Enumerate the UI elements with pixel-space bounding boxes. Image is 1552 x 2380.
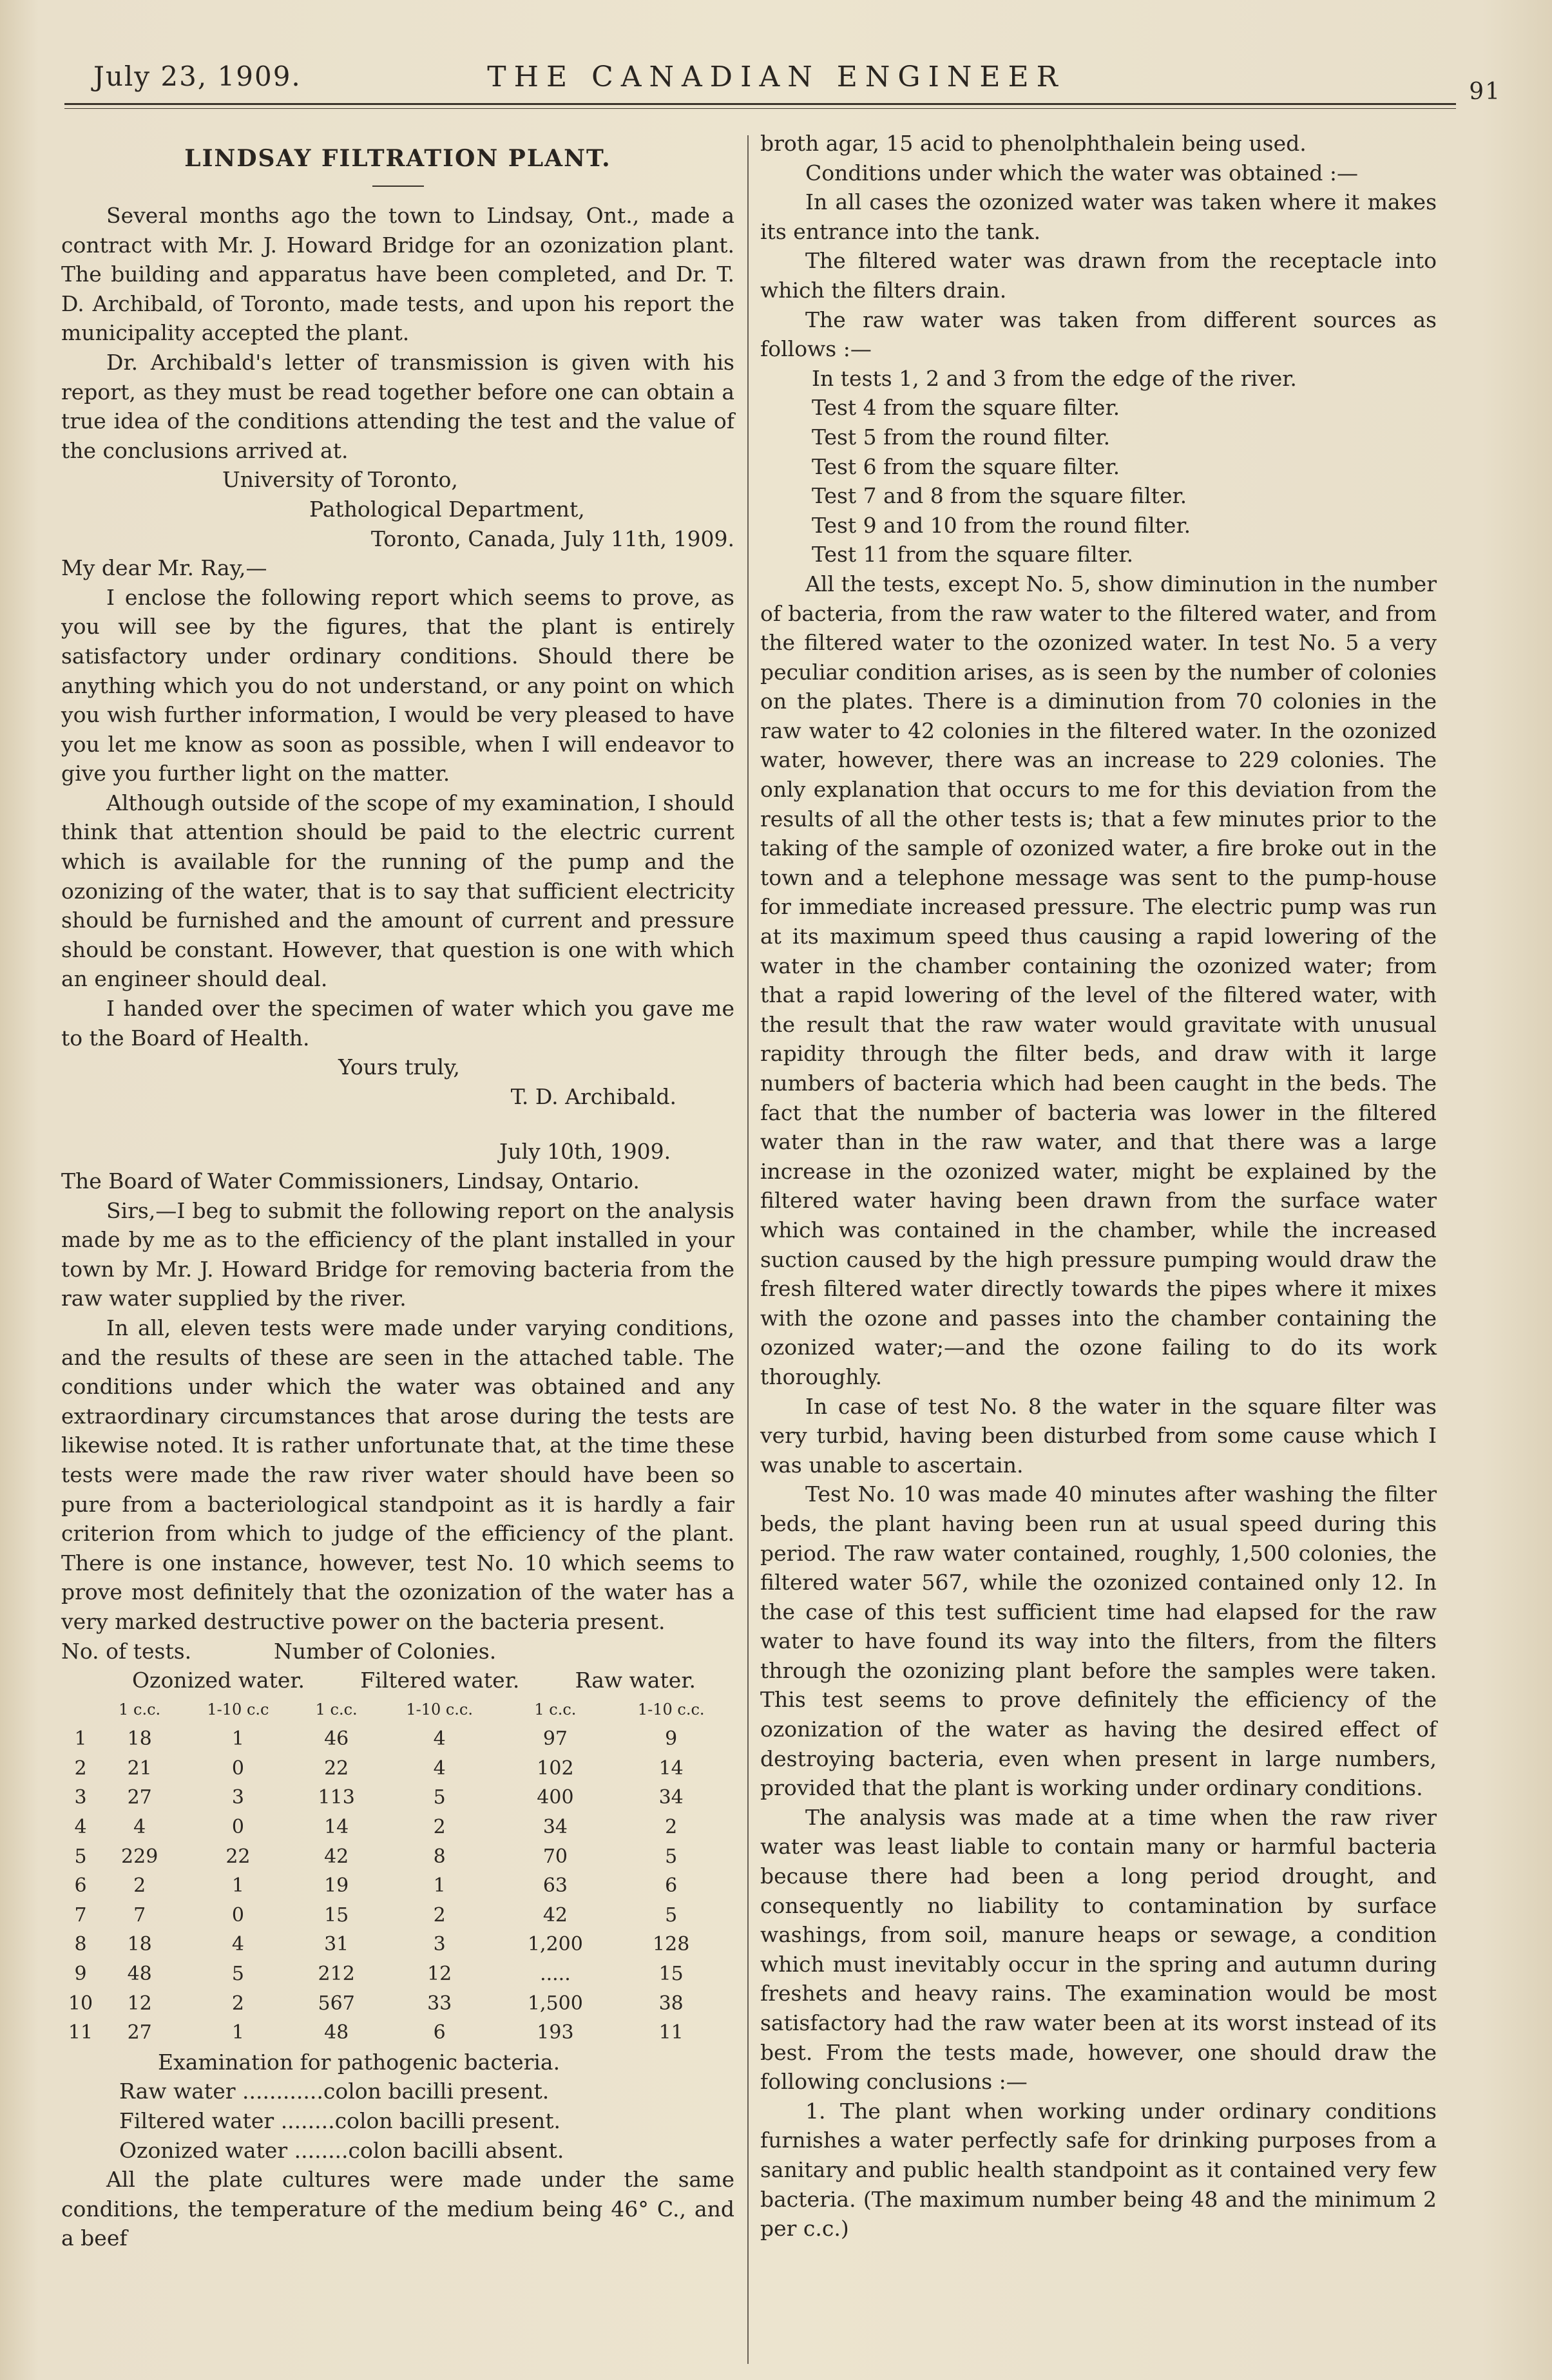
table-cell: 400 xyxy=(537,1786,574,1809)
letter-signature: T. D. Archibald. xyxy=(510,1083,676,1109)
page-header xyxy=(84,53,1501,105)
table-cell: 193 xyxy=(537,2021,574,2044)
header-rule xyxy=(64,103,1456,105)
report-paragraph: All the tests, except No. 5, show diminution in the number of bacteria, from the raw water to the filtered water, and from the filtered water to the ozonized water. In test No. 5 a very peculiar condition arises, as is seen by the number of colonies on the plates. There is a diminution from 70 colonies in the raw water to 42 colonies in the filtered water. In the ozonized water, however, there was an increase to 229 colonies. The only explanation that occurs to me for this deviation from the results of all the other tests is; that a few minutes prior to the taking of the sample of ozonized water, a fire broke out in the town and a telephone message was sent to the pump-house for immediate increased pressure. The electric pump was run at its maximum speed thus causing a rapid lowering of the water in the chamber containing the ozonized water; from that a rapid lowering of the level of the filtered water, with the result that the raw water would gravitate with unusual rapidity through the filter beds, and draw with it large numbers of bacteria which had been caught in the beds. The fact that the number of bacteria was lower in the filtered water than in the raw water, and that there was a large increase in the ozonized water, might be explained by the filtered water having been drawn from the surface water which was contained in the chamber, while the increased suction caused by the high pressure pumping would draw the fresh filtered water directly towards the pipes where it mixes with the ozone and passes into the chamber containing the ozonized water;—and the ozone failing to do its work thoroughly. xyxy=(760,571,1437,1389)
table-cell: 46 xyxy=(324,1728,349,1751)
table-cell: 102 xyxy=(537,1756,574,1780)
letter-salutation: My dear Mr. Ray,— xyxy=(61,555,267,581)
test-number-cell: 7 xyxy=(74,1903,87,1927)
source-line: Test 11 from the square filter. xyxy=(812,542,1134,567)
test-number-cell: 11 xyxy=(68,2021,93,2044)
table-row xyxy=(61,1842,734,1872)
table-cell: 12 xyxy=(427,1963,452,1986)
table-title: Number of Colonies. xyxy=(274,1638,497,1664)
report-paragraph: All the plate cultures were made under the same conditions, the temperature of the medium being 46° C., and a beef xyxy=(61,2167,734,2251)
table-cell: 70 xyxy=(542,1845,568,1868)
table-cell: 15 xyxy=(658,1963,684,1986)
table-cell: 21 xyxy=(127,1756,152,1780)
table-cell: 6 xyxy=(433,2021,446,2044)
pathogenic-line: Filtered water ........colon bacilli present. xyxy=(119,2108,561,2133)
report-paragraph: The analysis was made at a time when the raw river water was least liable to contain many or harmful bacteria because there had been a long period drought, and consequently no liability to contamination by surface washings, from soil, manure heaps or sewage, a condition which must inevitably occur in the spring and autumn during freshets and heavy rains. The examination would be most satisfactory had the raw water been at its worst instead of its best. From the tests made, however, one should draw the following conclusions :— xyxy=(760,1804,1437,2095)
table-cell: 27 xyxy=(127,1786,152,1809)
table-cell: 7 xyxy=(133,1903,146,1927)
table-row xyxy=(61,2018,734,2048)
test-number-cell: 9 xyxy=(74,1963,87,1986)
table-cell: 4 xyxy=(433,1756,446,1780)
table-row xyxy=(61,1930,734,1959)
table-cell: 1 xyxy=(231,2021,244,2044)
table-cell: 11 xyxy=(658,2021,684,2044)
table-cell: 5 xyxy=(665,1903,678,1927)
table-cell: 8 xyxy=(433,1845,446,1868)
source-line: Test 7 and 8 from the square filter. xyxy=(812,483,1187,509)
table-cell: 33 xyxy=(427,1992,452,2015)
table-row xyxy=(61,1783,734,1813)
table-row xyxy=(61,1724,734,1754)
table-row xyxy=(61,1813,734,1842)
conditions-paragraph: The raw water was taken from different sources as follows :— xyxy=(760,307,1437,362)
test-number-cell: 5 xyxy=(74,1845,87,1868)
table-cell: 5 xyxy=(665,1845,678,1868)
table-cell: 18 xyxy=(127,1933,152,1956)
table-cell: 128 xyxy=(653,1933,690,1956)
test-number-cell: 8 xyxy=(74,1933,87,1956)
letter-closing: Yours truly, xyxy=(338,1054,460,1080)
source-line: Test 4 from the square filter. xyxy=(812,395,1120,421)
table-cell: 22 xyxy=(324,1756,349,1780)
table-cell: 2 xyxy=(231,1992,244,2015)
table-cell: 229 xyxy=(121,1845,158,1868)
table-subheader: 1 c.c. xyxy=(315,1700,358,1718)
table-cell: 27 xyxy=(127,2021,152,2044)
test-number-cell: 2 xyxy=(74,1756,87,1780)
source-line: Test 6 from the square filter. xyxy=(812,453,1120,479)
table-cell: 48 xyxy=(127,1963,152,1986)
table-cell: 31 xyxy=(324,1933,349,1956)
table-cell: 6 xyxy=(665,1874,678,1898)
conditions-paragraph: The filtered water was drawn from the receptacle into which the filters drain. xyxy=(760,248,1437,303)
intro-paragraph: Several months ago the town to Lindsay, Ont., made a contract with Mr. J. Howard Bridge for an ozonization plant. The building and apparatus have been completed, and Dr. T. D. Archibald, of Toronto, made tests, and upon his report the municipality accepted the plant. xyxy=(61,203,734,346)
colonies-table-block xyxy=(61,1637,734,2048)
table-cell: 15 xyxy=(324,1903,349,1927)
test-number-cell: 3 xyxy=(74,1786,87,1809)
page-number: 91 xyxy=(1469,79,1501,105)
table-cell: 5 xyxy=(231,1963,244,1986)
publication-title: THE CANADIAN ENGINEER xyxy=(487,61,1066,93)
report-paragraph: In case of test No. 8 the water in the square filter was very turbid, having been disturbed from some cause which I was unable to ascertain. xyxy=(760,1393,1437,1478)
table-group-header: Raw water. xyxy=(575,1668,696,1693)
table-cell: 4 xyxy=(133,1816,146,1839)
column-divider xyxy=(747,135,749,2364)
table-cell: 113 xyxy=(318,1786,355,1809)
table-cell: 1 xyxy=(231,1874,244,1898)
table-cell: 3 xyxy=(231,1786,244,1809)
table-cell: 63 xyxy=(542,1874,568,1898)
colonies-table xyxy=(61,1695,734,2048)
table-cell: 14 xyxy=(658,1756,684,1780)
title-rule xyxy=(372,186,424,187)
table-cell: 1 xyxy=(231,1728,244,1751)
table-subheader: 1-10 c.c. xyxy=(637,1700,705,1718)
left-column xyxy=(61,129,734,2253)
conclusion-item: 1. The plant when working under ordinary conditions furnishes a water perfectly safe for drinking purposes from a sanitary and public health standpoint as it contained very few bacteria. (The maximum number being 48 and the minimum 2 per c.c.) xyxy=(760,2098,1437,2242)
table-cell: 12 xyxy=(127,1992,152,2015)
letter-address-line: University of Toronto, xyxy=(222,467,458,493)
issue-date: July 23, 1909. xyxy=(93,61,302,92)
right-column xyxy=(760,129,1437,2243)
table-cell: 0 xyxy=(231,1756,244,1780)
table-cell: 34 xyxy=(658,1786,684,1809)
table-cell: 19 xyxy=(324,1874,349,1898)
table-row xyxy=(61,1901,734,1930)
table-cell: 1 xyxy=(433,1874,446,1898)
table-cell: 38 xyxy=(658,1992,684,2015)
table-cell: 22 xyxy=(225,1845,251,1868)
table-cell: 9 xyxy=(665,1728,678,1751)
table-row xyxy=(61,1871,734,1901)
table-group-header: Ozonized water. xyxy=(132,1668,305,1693)
article-title: LINDSAY FILTRATION PLANT. xyxy=(184,145,611,172)
table-cell: 1,200 xyxy=(527,1933,583,1956)
letter-paragraph: I handed over the specimen of water which you gave me to the Board of Health. xyxy=(61,996,734,1051)
table-cell: 1,500 xyxy=(527,1992,583,2015)
table-subheader-row xyxy=(61,1695,734,1725)
table-cell: 18 xyxy=(127,1728,152,1751)
test-number-cell: 1 xyxy=(74,1728,87,1751)
table-cell: 0 xyxy=(231,1903,244,1927)
source-line: In tests 1, 2 and 3 from the edge of the river. xyxy=(812,365,1297,391)
test-number-cell: 6 xyxy=(74,1874,87,1898)
table-cell: 4 xyxy=(231,1933,244,1956)
letter-paragraph: I enclose the following report which seems to prove, as you will see by the figures, that the plant is entirely satisfactory under ordinary conditions. Should there be anything which you do not understand, or any point on which you wish further information, I would be very pleased to have you let me know as soon as possible, when I will endeavor to give you further light on the matter. xyxy=(61,584,734,786)
table-cell: 42 xyxy=(542,1903,568,1927)
table-cell: 97 xyxy=(542,1728,568,1751)
test-number-cell: 10 xyxy=(68,1992,93,2015)
table-cell: 2 xyxy=(665,1816,678,1839)
table-group-header: Filtered water. xyxy=(360,1668,520,1693)
table-subheader: 1-10 c.c. xyxy=(406,1700,473,1718)
intro-paragraph: Dr. Archibald's letter of transmission is given with his report, as they must be read together before one can obtain a true idea of the conditions attending the test and the value of the conclusions arrived at. xyxy=(61,349,734,463)
letter-address-line: Pathological Department, xyxy=(309,496,585,522)
table-cell: 48 xyxy=(324,2021,349,2044)
table-cell: 5 xyxy=(433,1786,446,1809)
table-cell: 42 xyxy=(324,1845,349,1868)
table-row xyxy=(61,1989,734,2019)
letter-paragraph: Although outside of the scope of my examination, I should think that attention should be paid to the electric current which is available for the running of the pump and the ozonizing of the water, that is to say that sufficient electricity should be furnished and the amount of current and pressure should be constant. However, that question is one with which an engineer should deal. xyxy=(61,790,734,992)
table-subheader: 1 c.c. xyxy=(119,1700,161,1718)
table-cell: 34 xyxy=(542,1816,568,1839)
table-cell: 2 xyxy=(433,1816,446,1839)
conditions-heading: Conditions under which the water was obtained :— xyxy=(805,160,1358,186)
table-row xyxy=(61,1754,734,1784)
table-cell: 2 xyxy=(133,1874,146,1898)
table-cell: 3 xyxy=(433,1933,446,1956)
source-line: Test 5 from the round filter. xyxy=(812,424,1111,450)
report-date: July 10th, 1909. xyxy=(499,1139,671,1165)
table-cell: 14 xyxy=(324,1816,349,1839)
table-subheader: 1 c.c. xyxy=(534,1700,577,1718)
table-row xyxy=(61,1959,734,1989)
table-cell: ..... xyxy=(540,1963,571,1986)
table-subheader: 1-10 c.c xyxy=(207,1700,269,1718)
pathogenic-line: Raw water ............colon bacilli present. xyxy=(119,2079,550,2104)
pathogenic-title: Examination for pathogenic bacteria. xyxy=(158,2049,560,2075)
table-cell: 212 xyxy=(318,1963,355,1986)
table-cell: 567 xyxy=(318,1992,355,2015)
table-cell xyxy=(61,1695,100,1725)
report-paragraph: Test No. 10 was made 40 minutes after washing the filter beds, the plant having been run at usual speed during this period. The raw water contained, roughly, 1,500 colonies, the filtered water 567, while the ozonized contained only 12. In the case of this test sufficient time had elapsed for the raw water to have found its way into the filters, from the filters through the ozonizing plant before the samples were taken. This test seems to prove definitely the efficiency of the ozonization of the water as having the desired effect of destroying bacteria, even when present in large numbers, provided that the plant is working under ordinary conditions. xyxy=(760,1481,1437,1801)
report-paragraph: Sirs,—I beg to submit the following report on the analysis made by me as to the efficiency of the plant installed in your town by Mr. J. Howard Bridge for removing bacteria from the raw water supplied by the river. xyxy=(61,1197,734,1311)
pathogenic-line: Ozonized water ........colon bacilli absent. xyxy=(119,2137,564,2163)
table-cell: 0 xyxy=(231,1816,244,1839)
test-number-cell: 4 xyxy=(74,1816,87,1839)
continued-text: broth agar, 15 acid to phenolphthalein being used. xyxy=(760,131,1307,156)
conditions-paragraph: In all cases the ozonized water was taken where it makes its entrance into the tank. xyxy=(760,189,1437,244)
table-cell: 4 xyxy=(433,1728,446,1751)
table-cell: 2 xyxy=(433,1903,446,1927)
table-col-no-header: No. of tests. xyxy=(61,1638,192,1664)
header-rule-thin xyxy=(64,108,1456,109)
source-line: Test 9 and 10 from the round filter. xyxy=(812,512,1191,538)
report-addressee: The Board of Water Commissioners, Lindsay, Ontario. xyxy=(61,1168,640,1194)
letter-address-line: Toronto, Canada, July 11th, 1909. xyxy=(370,526,734,551)
report-paragraph: In all, eleven tests were made under varying conditions, and the results of these are seen in the attached table. The conditions under which the water was obtained and any extraordinary circumstances that arose during the tests are likewise noted. It is rather unfortunate that, at the time these tests were made the raw river water should have been so pure from a bacteriological standpoint as it is hardly a fair criterion from which to judge of the efficiency of the plant. There is one instance, however, test No. 10 which seems to prove most definitely that the ozonization of the water has a very marked destructive power on the bacteria present. xyxy=(61,1315,734,1634)
